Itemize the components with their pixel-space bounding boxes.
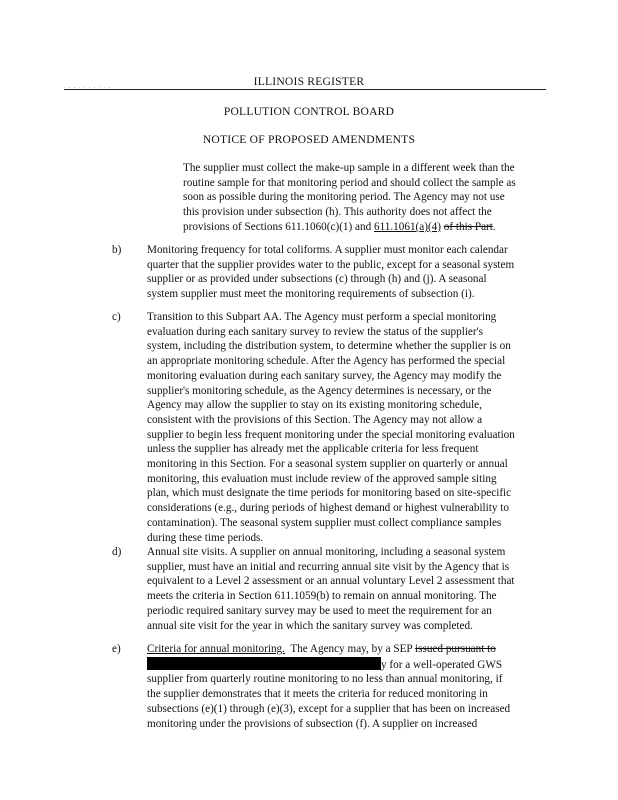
section-d-label: d) [112, 546, 122, 558]
section-c-line: evaluation during each sanitary survey to review the status of the supplier's [147, 325, 483, 338]
section-e-redacted-tail: y for a well-operated GWS [381, 658, 503, 671]
section-d-line: supplier, must have an initial and recurring annual site visit by the Agency that is [147, 560, 510, 573]
section-c-line: during these time periods. [147, 531, 264, 544]
section-d-line: meets the criteria in Section 611.1059(b) to remain on annual monitoring. The [147, 590, 497, 603]
section-b-line: system supplier must meet the monitoring requirements of subsection (i). [147, 288, 475, 301]
register-title: ILLINOIS REGISTER [253, 75, 365, 88]
section-d-line: Annual site visits. A supplier on annual monitoring, including a seasonal system [147, 546, 506, 558]
section-c-line: supplier to begin less frequent monitoring under the special monitoring evaluation [147, 428, 515, 441]
intro-last-start: provisions of Sections 611.1060(c)(1) and [183, 220, 374, 233]
intro-paragraph [183, 161, 543, 235]
section-b-line: supplier or as provided under subsections (c) through (h) and (j). A seasonal [147, 273, 487, 286]
header-rule-dots: · · · · · · · · · · [64, 86, 111, 91]
section-c-paragraph [147, 310, 543, 545]
intro-line: routine sample for that monitoring period and should collect the sample as [183, 176, 516, 189]
notice-title: NOTICE OF PROPOSED AMENDMENTS [202, 133, 416, 146]
section-c-line: Transition to this Subpart AA. The Agency must perform a special monitoring [147, 311, 497, 323]
section-e-first-line [147, 642, 543, 657]
section-c-line: contamination). The seasonal system supplier must collect compliance samples [147, 516, 502, 529]
section-c-line: Agency may allow the supplier to stay on its existing monitoring schedule, [147, 399, 482, 412]
header-rule [64, 89, 546, 90]
deleted-text: of this Part [443, 220, 493, 233]
deleted-text: issued pursuant to [415, 643, 496, 655]
section-e-heading: Criteria for annual monitoring. [147, 643, 285, 655]
intro-line: this provision under subsection (h). This authority does not affect the [183, 206, 492, 219]
section-b-line: Monitoring frequency for total coliforms. A supplier must monitor each calendar [147, 244, 508, 256]
section-e-line: the supplier demonstrates that it meets the criteria for reduced monitoring in [147, 688, 488, 701]
section-c-line: plan, which must designate the time periods for monitoring based on site-specific [147, 487, 512, 500]
section-d-line: equivalent to a Level 2 assessment or an annual voluntary Level 2 assessment that [147, 575, 515, 588]
section-c-line: unless the supplier has already met the applicable criteria for less frequent [147, 443, 479, 456]
board-title: POLLUTION CONTROL BOARD [223, 105, 395, 118]
section-c-line: an appropriate monitoring schedule. After the Agency has performed the special [147, 355, 506, 368]
section-e-line: monitoring under the provisions of subsection (f). A supplier on increased [147, 717, 478, 730]
section-c-line: considerations (e.g., during periods of highest demand or highest vulnerability to [147, 502, 509, 515]
section-e-line: subsections (e)(1) through (e)(3), except for a supplier that has been on increased [147, 702, 511, 715]
section-e-paragraph [147, 642, 543, 731]
section-c-label: c) [112, 311, 121, 323]
inserted-citation: 611.1061(a)(4) [374, 220, 441, 233]
section-b-paragraph [147, 243, 543, 302]
section-b-line: quarter that the supplier provides water to the public, except for a seasonal system [147, 258, 515, 271]
redaction-bar [147, 657, 381, 670]
section-c-line: monitoring, this evaluation must include review of the approved sample siting [147, 472, 497, 485]
section-e-label: e) [112, 643, 121, 655]
section-b-label: b) [112, 244, 122, 256]
section-e-redacted-line [147, 657, 543, 673]
section-c-line: system, including the distribution system, to determine whether the supplier is on [147, 340, 511, 353]
section-c-line: consistent with the provisions of this Section. The Agency may not allow a [147, 413, 483, 426]
section-c-line: monitoring in this Section. For a seasonal system supplier on quarterly or annual [147, 458, 508, 471]
intro-last-line [183, 220, 543, 235]
intro-last-end: . [492, 220, 496, 233]
section-d-line: annual site visit for the year in which the sanitary survey was completed. [147, 619, 473, 632]
section-c-line: supplier's monitoring schedule, as the Agency determines is necessary, or the [147, 384, 492, 397]
section-d-line: periodic required sanitary survey may be used to meet the requirement for an [147, 604, 492, 617]
section-d-paragraph [147, 545, 543, 633]
section-e-line: supplier from quarterly routine monitoring to no less than annual monitoring, if [147, 673, 503, 686]
intro-line: The supplier must collect the make-up sample in a different week than the [183, 162, 515, 174]
intro-line: soon as possible during the monitoring period. The Agency may not use [183, 191, 505, 204]
section-e-mid: The Agency may, by a SEP [284, 643, 416, 655]
section-c-line: monitoring evaluation during each sanitary survey, the Agency may modify the [147, 369, 502, 382]
